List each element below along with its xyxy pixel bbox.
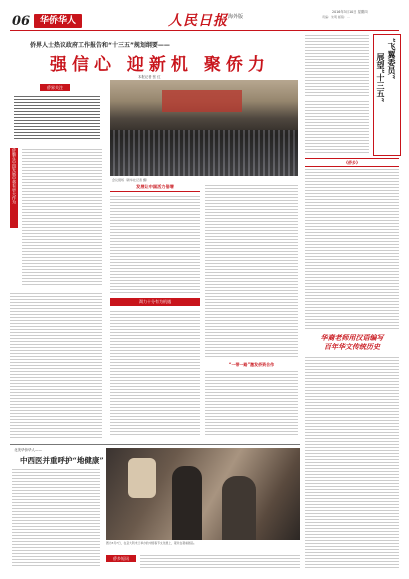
photo-exhibit: [128, 458, 156, 498]
page-number: 06: [12, 14, 31, 29]
pull-quote-line-1: 华裔老师用汉语编写: [320, 333, 384, 342]
masthead-edition: 海外版: [228, 14, 244, 20]
lead-photo: [110, 80, 298, 176]
center-subhead-1: [110, 184, 200, 192]
right-pull-quote: [305, 333, 399, 353]
photo-caption: 会议现场（新华社记者 摄）: [112, 178, 149, 182]
center-col-b: [205, 184, 298, 359]
center-col-a: [110, 195, 200, 295]
center-col-b-lower: [205, 370, 298, 436]
photo-stage-screen: [162, 90, 242, 112]
right-section-banner: [305, 158, 399, 167]
left-intro-block: [10, 84, 104, 140]
bottom-body: [12, 468, 100, 568]
intro-text: [14, 95, 100, 139]
header-rule: [10, 30, 399, 31]
bottom-photo-caption: 图为3月7日，在意大利米兰举办的中国春节文化展上，观众在观看展品。: [106, 541, 197, 545]
right-vertical-headline: [373, 34, 401, 156]
bottom-divider: [10, 444, 300, 445]
lead-byline: 本报记者 张 红: [138, 75, 161, 79]
bottom-kicker: 北美华侨华人——: [14, 448, 42, 452]
feature-badge-label: 侨界关注: [47, 85, 63, 90]
center-subhead-4: [205, 362, 298, 368]
lead-kicker: 侨界人士热议政府工作报告和“十三五”规划纲要——: [30, 42, 170, 49]
right-body-1: [305, 168, 399, 330]
page-header: [0, 0, 409, 32]
right-text-2: [305, 100, 369, 154]
lead-title: 强信心 迎新机 聚侨力: [50, 55, 270, 75]
left-body-lower: [10, 292, 102, 440]
section-tag: [34, 14, 82, 28]
vert-headline-a: “飞翼委员”: [387, 38, 397, 80]
feature-badge: [40, 84, 70, 91]
left-side-banner: [10, 148, 18, 228]
section-name: 华侨华人: [39, 16, 76, 26]
section-banner-text: 《侨乡》: [344, 160, 360, 165]
masthead-logo: [168, 10, 228, 30]
subhead-4-text: “一带一路”激发侨资合作: [228, 362, 275, 367]
issue-date: 2016年3月10日 星期四: [332, 10, 368, 14]
bottom-title: 中西医并重呼护“地健康”: [20, 456, 104, 465]
subhead-3-text: 渴力十分有为机遇: [139, 299, 171, 304]
left-body-upper: [22, 148, 102, 286]
side-banner-text: 侨胞在中国发展中将有更大作为: [12, 148, 17, 204]
photo-visitor-1: [172, 466, 202, 540]
center-subhead-3: [110, 298, 200, 306]
bottom-photo: [106, 448, 300, 540]
center-col-a-lower: [110, 310, 200, 435]
right-top-text: [305, 34, 369, 96]
right-body-2: [305, 356, 399, 570]
editors-line: 责编：朱明 邮箱：...: [322, 15, 350, 19]
masthead-text: 人民日报: [168, 13, 228, 29]
pull-quote-line-2: 百年华文传统历史: [324, 342, 380, 351]
vert-headline-b: 展望“十三五”: [376, 53, 386, 103]
bottom-badge: [106, 555, 136, 562]
photo-crowd: [110, 130, 298, 176]
subhead-1-text: 发展让中国活力倍增: [110, 184, 200, 192]
bottom-brief-text: [140, 554, 300, 570]
bottom-badge-label: 侨乡短讯: [113, 556, 129, 561]
photo-visitor-2: [222, 476, 256, 540]
